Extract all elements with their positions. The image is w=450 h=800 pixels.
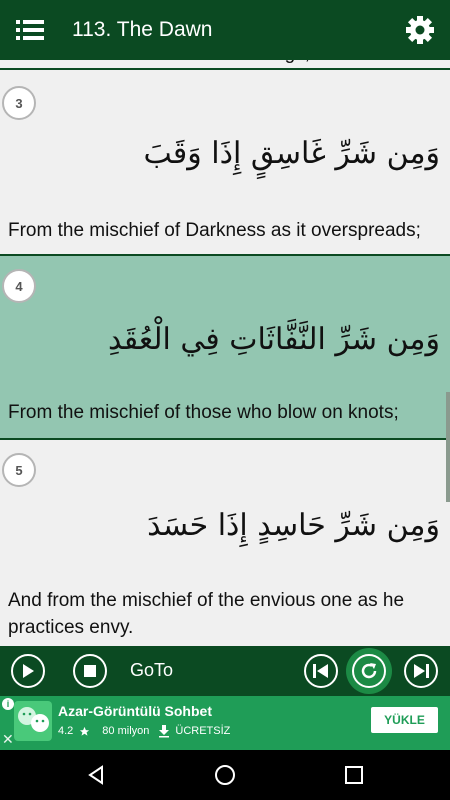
ad-price: ÜCRETSİZ [175, 725, 231, 737]
verse-arabic: وَمِن شَرِّ غَاسِقٍ إِذَا وَقَبَ [143, 136, 440, 171]
recents-button[interactable] [340, 761, 368, 789]
verse-translation: From the mischief of those who blow on knots; [8, 402, 399, 423]
stop-icon [83, 664, 97, 678]
page-title: 113. The Dawn [72, 18, 213, 41]
download-icon [159, 725, 169, 737]
verse-item-highlighted[interactable] [0, 256, 450, 440]
verse-number-badge: 3 [2, 86, 36, 120]
skip-next-icon [412, 663, 430, 679]
ad-rating: 4.2 [58, 725, 74, 737]
previous-button[interactable] [304, 654, 338, 688]
audio-player-bar [0, 646, 450, 696]
next-button[interactable] [404, 654, 438, 688]
verse-translation: And from the mischief of the envious one as he practices envy. [8, 590, 405, 638]
chat-faces-icon [14, 701, 52, 741]
system-nav-bar [0, 750, 450, 800]
verse-item[interactable] [0, 440, 450, 650]
ad-downloads: 80 milyon [102, 725, 150, 737]
star-icon [79, 726, 90, 737]
settings-button[interactable] [390, 0, 450, 60]
skip-previous-icon [312, 663, 330, 679]
ad-close-icon[interactable]: ✕ [2, 731, 14, 747]
verse-list[interactable] [0, 60, 450, 646]
play-icon [21, 663, 35, 679]
scrollbar-thumb[interactable] [446, 392, 450, 502]
home-button[interactable] [211, 761, 239, 789]
ad-app-logo [14, 701, 52, 741]
verse-arabic: وَمِن شَرِّ حَاسِدٍ إِذَا حَسَدَ [147, 508, 440, 543]
goto-button[interactable]: GoTo [130, 660, 174, 680]
verse-arabic: وَمِن شَرِّ النَّفَّاثَاتِ فِي الْعُقَدِ [107, 322, 440, 357]
verse-translation: From the mischief of Darkness as it overspreads; [8, 220, 421, 241]
menu-button[interactable] [0, 0, 60, 60]
play-button[interactable] [11, 654, 45, 688]
ad-info-icon[interactable]: i [2, 698, 14, 710]
repeat-button[interactable] [352, 654, 386, 688]
back-triangle-icon [86, 765, 106, 785]
home-circle-icon [214, 764, 236, 786]
verse-number-badge: 4 [2, 269, 36, 303]
app-bar [0, 0, 450, 60]
repeat-icon [359, 661, 379, 681]
ad-meta [58, 725, 230, 737]
gear-icon [405, 15, 435, 45]
verse-number-badge: 5 [2, 453, 36, 487]
ad-banner[interactable] [0, 696, 450, 750]
ad-install-button[interactable]: YÜKLE [371, 707, 438, 733]
verse-item[interactable] [0, 70, 450, 256]
stop-button[interactable] [73, 654, 107, 688]
recents-square-icon [345, 766, 363, 784]
back-button[interactable] [82, 761, 110, 789]
hamburger-menu-icon [16, 19, 44, 41]
ad-title: Azar-Görüntülü Sohbet [58, 703, 212, 719]
